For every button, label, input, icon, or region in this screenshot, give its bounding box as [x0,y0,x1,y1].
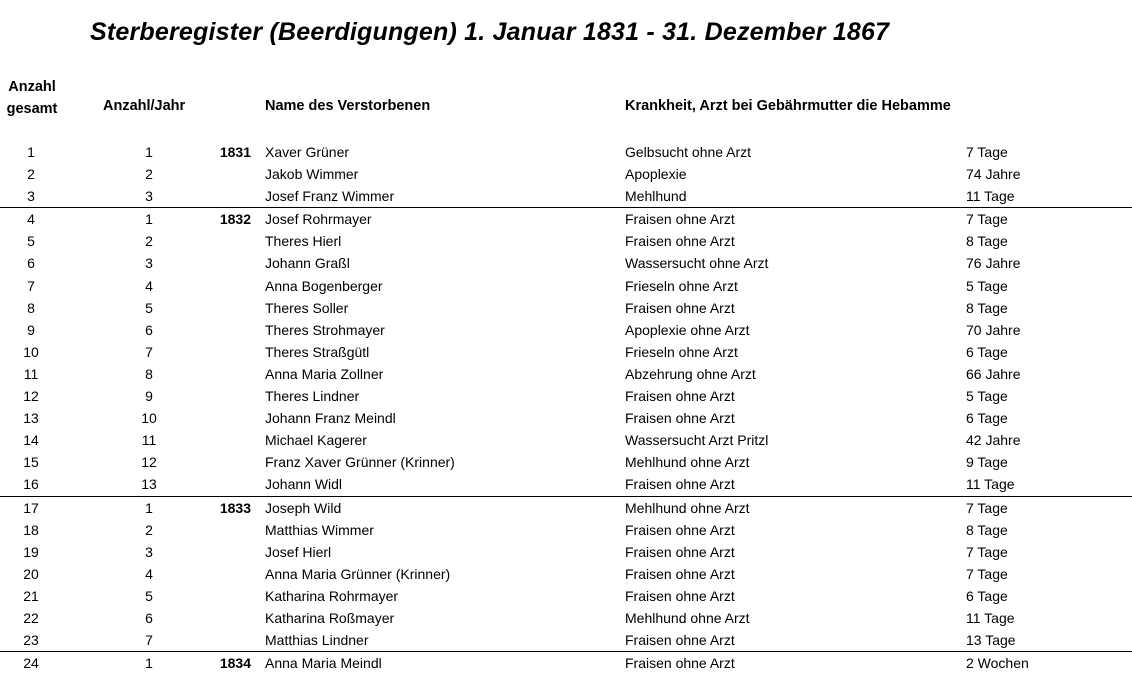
cell-cause: Mehlhund ohne Arzt [625,609,750,626]
cell-age: 8 Tage [966,299,1008,316]
cell-cause: Wassersucht ohne Arzt [625,255,769,272]
table-row [0,519,1132,541]
cell-age: 7 Tage [966,565,1008,582]
cell-total-count: 22 [23,609,39,626]
cell-age: 5 Tage [966,388,1008,405]
cell-age: 11 Tage [966,188,1015,205]
cell-name: Franz Xaver Grünner (Krinner) [265,454,455,471]
cell-age: 7 Tage [966,144,1008,160]
header-count-per-year: Anzahl/Jahr [103,98,186,114]
cell-count-per-year: 3 [145,255,153,272]
cell-count-per-year: 7 [145,343,153,360]
cell-total-count: 6 [27,255,35,272]
table-row [0,629,1132,651]
cell-age: 13 Tage [966,632,1016,649]
cell-age: 66 Jahre [966,365,1021,382]
cell-cause: Gelbsucht ohne Arzt [625,144,752,160]
cell-total-count: 20 [23,565,39,582]
cell-cause: Fraisen ohne Arzt [625,565,735,582]
table-row [0,141,1132,163]
cell-total-count: 1 [27,144,35,160]
cell-name: Josef Rohrmayer [265,211,372,228]
table-row [0,252,1132,274]
cell-total-count: 19 [23,543,39,560]
cell-age: 7 Tage [966,543,1008,560]
cell-count-per-year: 5 [145,299,153,316]
cell-count-per-year: 4 [145,565,153,582]
cell-total-count: 4 [27,211,35,228]
cell-count-per-year: 11 [141,432,157,449]
table-row [0,496,1132,519]
page-title: Sterberegister (Beerdigungen) 1. Januar 1831 - 31. Dezember 1867 [90,18,890,46]
table-row [0,230,1132,252]
table-row [0,473,1132,495]
cell-count-per-year: 2 [145,233,153,250]
cell-age: 9 Tage [966,454,1008,471]
table-row [0,319,1132,341]
cell-cause: Fraisen ohne Arzt [625,299,735,316]
cell-name: Anna Maria Grünner (Krinner) [265,565,451,582]
table-row [0,275,1132,297]
table-row [0,363,1132,385]
cell-age: 74 Jahre [966,166,1021,183]
cell-age: 70 Jahre [966,321,1021,338]
cell-cause: Mehlhund [625,188,687,205]
cell-count-per-year: 6 [145,321,153,338]
table-row [0,541,1132,563]
header-cause: Krankheit, Arzt bei Gebährmutter die Hebamme [625,98,951,114]
cell-cause: Frieseln ohne Arzt [625,343,738,360]
table-row [0,651,1132,674]
cell-cause: Apoplexie [625,166,687,183]
cell-name: Josef Hierl [265,543,332,560]
cell-cause: Fraisen ohne Arzt [625,587,735,604]
cell-year: 1834 [219,655,251,672]
cell-total-count: 11 [23,365,39,382]
cell-age: 6 Tage [966,343,1008,360]
cell-year: 1831 [219,144,251,160]
register-table [0,141,1132,674]
cell-age: 8 Tage [966,233,1008,250]
cell-cause: Fraisen ohne Arzt [625,410,735,427]
cell-age: 5 Tage [966,277,1008,294]
cell-name: Matthias Wimmer [265,521,374,538]
table-row [0,607,1132,629]
cell-name: Johann Widl [265,476,343,493]
header-name: Name des Verstorbenen [265,98,431,114]
cell-name: Theres Soller [265,299,349,316]
cell-total-count: 15 [23,454,39,471]
cell-age: 7 Tage [966,211,1008,228]
header-total-line1: Anzahl [8,79,56,95]
cell-age: 11 Tage [966,609,1015,626]
cell-total-count: 3 [27,188,35,205]
table-row [0,185,1132,207]
cell-count-per-year: 8 [145,365,153,382]
table-row [0,163,1132,185]
cell-count-per-year: 1 [145,499,153,516]
cell-total-count: 10 [23,343,39,360]
cell-cause: Abzehrung ohne Arzt [625,365,756,382]
table-row [0,429,1132,451]
cell-age: 11 Tage [966,476,1015,493]
cell-total-count: 14 [23,432,39,449]
cell-total-count: 21 [23,587,39,604]
cell-age: 8 Tage [966,521,1008,538]
cell-name: Josef Franz Wimmer [265,188,395,205]
cell-name: Johann Graßl [265,255,350,272]
cell-count-per-year: 9 [145,388,153,405]
cell-count-per-year: 12 [141,454,157,471]
cell-name: Theres Hierl [265,233,342,250]
cell-name: Theres Strohmayer [265,321,385,338]
cell-year: 1832 [219,211,251,228]
table-row [0,341,1132,363]
cell-name: Anna Maria Meindl [265,655,382,672]
cell-count-per-year: 3 [145,188,153,205]
cell-age: 7 Tage [966,499,1008,516]
cell-cause: Fraisen ohne Arzt [625,655,735,672]
table-row [0,407,1132,429]
cell-cause: Fraisen ohne Arzt [625,632,735,649]
cell-name: Jakob Wimmer [265,166,359,183]
table-row [0,207,1132,230]
cell-total-count: 7 [27,277,35,294]
cell-cause: Fraisen ohne Arzt [625,233,735,250]
cell-count-per-year: 1 [145,211,153,228]
cell-total-count: 2 [27,166,35,183]
cell-name: Theres Straßgütl [265,343,370,360]
cell-cause: Apoplexie ohne Arzt [625,321,750,338]
cell-total-count: 13 [23,410,39,427]
cell-name: Joseph Wild [265,499,342,516]
cell-count-per-year: 4 [145,277,153,294]
cell-total-count: 8 [27,299,35,316]
cell-total-count: 5 [27,233,35,250]
cell-age: 6 Tage [966,410,1008,427]
cell-total-count: 18 [23,521,39,538]
cell-cause: Fraisen ohne Arzt [625,388,735,405]
cell-age: 2 Wochen [966,655,1029,672]
table-row [0,451,1132,473]
cell-cause: Mehlhund ohne Arzt [625,454,750,471]
cell-name: Anna Maria Zollner [265,365,384,382]
cell-count-per-year: 2 [145,521,153,538]
table-row [0,385,1132,407]
cell-count-per-year: 7 [145,632,153,649]
cell-cause: Fraisen ohne Arzt [625,543,735,560]
cell-cause: Fraisen ohne Arzt [625,476,735,493]
cell-name: Johann Franz Meindl [265,410,396,427]
cell-total-count: 24 [23,655,39,672]
cell-total-count: 23 [23,632,39,649]
cell-count-per-year: 3 [145,543,153,560]
cell-count-per-year: 5 [145,587,153,604]
table-row [0,297,1132,319]
cell-total-count: 9 [27,321,35,338]
cell-total-count: 16 [23,476,39,493]
cell-age: 6 Tage [966,587,1008,604]
cell-name: Michael Kagerer [265,432,367,449]
cell-count-per-year: 1 [145,144,153,160]
cell-year: 1833 [219,499,251,516]
cell-name: Katharina Rohrmayer [265,587,399,604]
cell-cause: Fraisen ohne Arzt [625,521,735,538]
table-row [0,585,1132,607]
cell-age: 42 Jahre [966,432,1021,449]
cell-count-per-year: 10 [141,410,157,427]
cell-count-per-year: 1 [145,655,153,672]
table-row [0,563,1132,585]
cell-count-per-year: 6 [145,609,153,626]
cell-total-count: 12 [23,388,39,405]
cell-count-per-year: 13 [141,476,157,493]
cell-total-count: 17 [23,499,39,516]
cell-cause: Mehlhund ohne Arzt [625,499,750,516]
header-total-count [4,76,60,120]
cell-age: 76 Jahre [966,255,1021,272]
cell-name: Matthias Lindner [265,632,369,649]
cell-name: Theres Lindner [265,388,360,405]
cell-cause: Fraisen ohne Arzt [625,211,735,228]
cell-count-per-year: 2 [145,166,153,183]
cell-cause: Frieseln ohne Arzt [625,277,738,294]
cell-name: Anna Bogenberger [265,277,383,294]
cell-cause: Wassersucht Arzt Pritzl [625,432,769,449]
cell-name: Katharina Roßmayer [265,609,395,626]
cell-name: Xaver Grüner [265,144,350,160]
header-total-line2: gesamt [6,101,58,117]
